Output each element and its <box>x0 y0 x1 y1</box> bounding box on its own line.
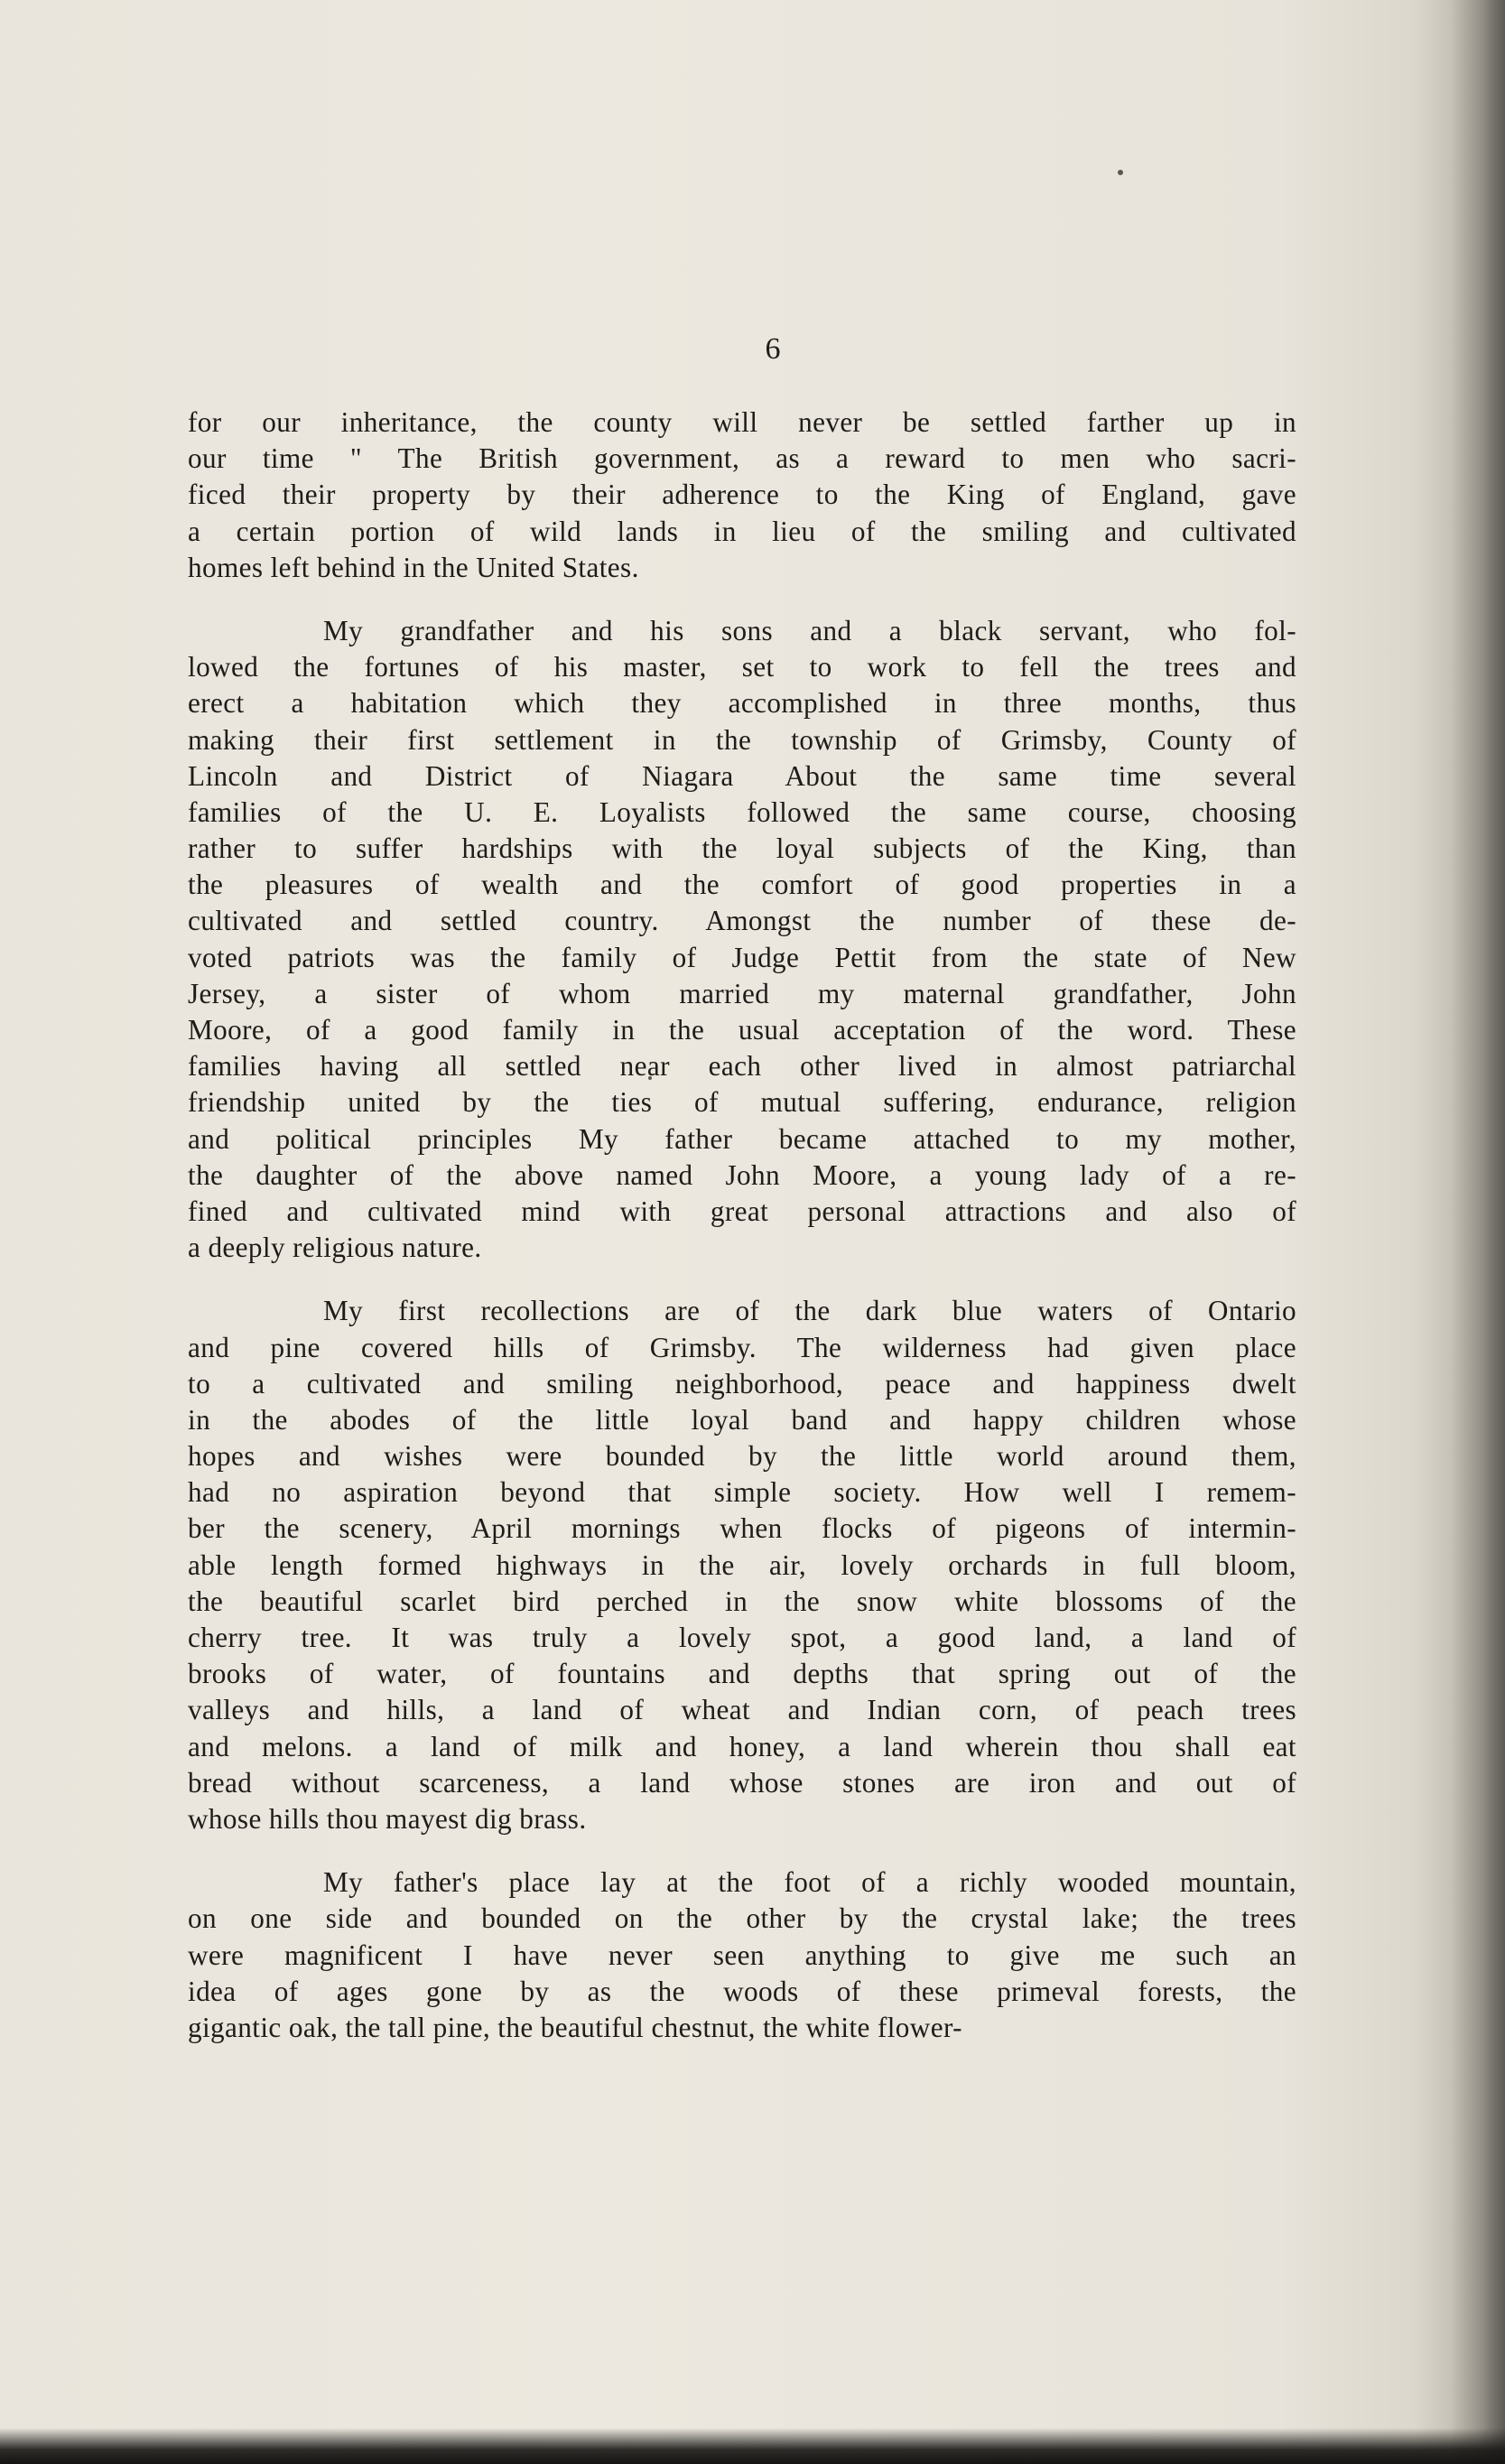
text-line: lowed the fortunes of his master, set to work to fell the trees and <box>188 651 1296 683</box>
text-line: valleys and hills, a land of wheat and Indian corn, of peach trees <box>188 1694 1296 1726</box>
text-line: a deeply religious nature. <box>188 1232 482 1264</box>
text-line: and melons. a land of milk and honey, a land wherein thou shall eat <box>188 1730 1296 1762</box>
text-line: the beautiful scarlet bird perched in the snow white blossoms of the <box>188 1585 1296 1617</box>
text-line: gigantic oak, the tall pine, the beautiful chestnut, the white flower- <box>188 2011 962 2043</box>
text-line: cultivated and settled country. Amongst the number of these de- <box>188 905 1296 937</box>
text-line: and political principles My father became attached to my mother, <box>188 1122 1296 1155</box>
text-line: were magnificent I have never seen anything to give me such an <box>188 1939 1296 1971</box>
paragraph <box>188 1293 1296 1837</box>
text-line: erect a habitation which they accomplished in three months, thus <box>188 687 1296 720</box>
text-line: fined and cultivated mind with great personal attractions and also of <box>188 1195 1296 1227</box>
text-line: able length formed highways in the air, lovely orchards in full bloom, <box>188 1548 1296 1581</box>
text-line: brooks of water, of fountains and depths that spring out of the <box>188 1658 1296 1690</box>
text-line: My father's place lay at the foot of a richly wooded mountain, <box>323 1866 1296 1899</box>
paragraph-gap <box>188 1837 1296 1864</box>
text-line: the daughter of the above named John Moore, a young lady of a re- <box>188 1158 1296 1191</box>
paragraph <box>188 404 1296 586</box>
text-line: families of the U. E. Loyalists followed the same course, choosing <box>188 795 1296 828</box>
text-line: homes left behind in the United States. <box>188 551 639 583</box>
text-line: Jersey, a sister of whom married my maternal grandfather, John <box>188 977 1296 1009</box>
body-text <box>188 404 1296 2046</box>
paragraph-gap <box>188 586 1296 613</box>
text-line: in the abodes of the little loyal band and happy children whose <box>188 1403 1296 1436</box>
text-line: whose hills thou mayest dig brass. <box>188 1802 587 1835</box>
text-line: making their first settlement in the township of Grimsby, County of <box>188 723 1296 756</box>
text-line: and pine covered hills of Grimsby. The wilderness had given place <box>188 1331 1296 1363</box>
text-line: ficed their property by their adherence to the King of England, gave <box>188 479 1296 511</box>
bottom-edge-shadow <box>0 2428 1505 2464</box>
text-line: for our inheritance, the county will never be settled farther up in <box>188 406 1296 438</box>
ink-speck <box>1118 170 1123 175</box>
text-line: Moore, of a good family in the usual acceptation of the word. These <box>188 1014 1296 1046</box>
text-line: friendship united by the ties of mutual suffering, endurance, religion <box>188 1086 1296 1119</box>
text-line: the pleasures of wealth and the comfort of good properties in a <box>188 869 1296 901</box>
text-line: on one side and bounded on the other by the crystal lake; the trees <box>188 1902 1296 1935</box>
text-line: rather to suffer hardships with the loyal subjects of the King, than <box>188 832 1296 865</box>
text-line: ber the scenery, April mornings when flocks of pigeons of intermin- <box>188 1512 1296 1545</box>
page-edge-shadow <box>1451 0 1505 2464</box>
paragraph-gap <box>188 1266 1296 1293</box>
text-line: bread without scarceness, a land whose stones are iron and out of <box>188 1766 1296 1799</box>
paragraph <box>188 1864 1296 2046</box>
text-line: cherry tree. It was truly a lovely spot, a good land, a land of <box>188 1622 1296 1653</box>
text-line: a certain portion of wild lands in lieu of the smiling and cultivated <box>188 515 1296 547</box>
paragraph <box>188 613 1296 1266</box>
text-line: Lincoln and District of Niagara About the same time several <box>188 759 1296 792</box>
page-number: 6 <box>765 332 781 366</box>
text-line: idea of ages gone by as the woods of these primeval forests, the <box>188 1975 1296 2007</box>
text-line: families having all settled near each other lived in almost patriarchal <box>188 1050 1296 1083</box>
text-line: hopes and wishes were bounded by the little world around them, <box>188 1440 1296 1473</box>
text-line: to a cultivated and smiling neighborhood, peace and happiness dwelt <box>188 1367 1296 1399</box>
text-line: had no aspiration beyond that simple society. How well I remem- <box>188 1476 1296 1509</box>
text-line: voted patriots was the family of Judge Pettit from the state of New <box>188 941 1296 973</box>
text-line: My first recollections are of the dark blue waters of Ontario <box>323 1295 1296 1327</box>
text-line: our time " The British government, as a reward to men who sacri- <box>188 442 1296 475</box>
text-line: My grandfather and his sons and a black servant, who fol- <box>323 614 1296 646</box>
